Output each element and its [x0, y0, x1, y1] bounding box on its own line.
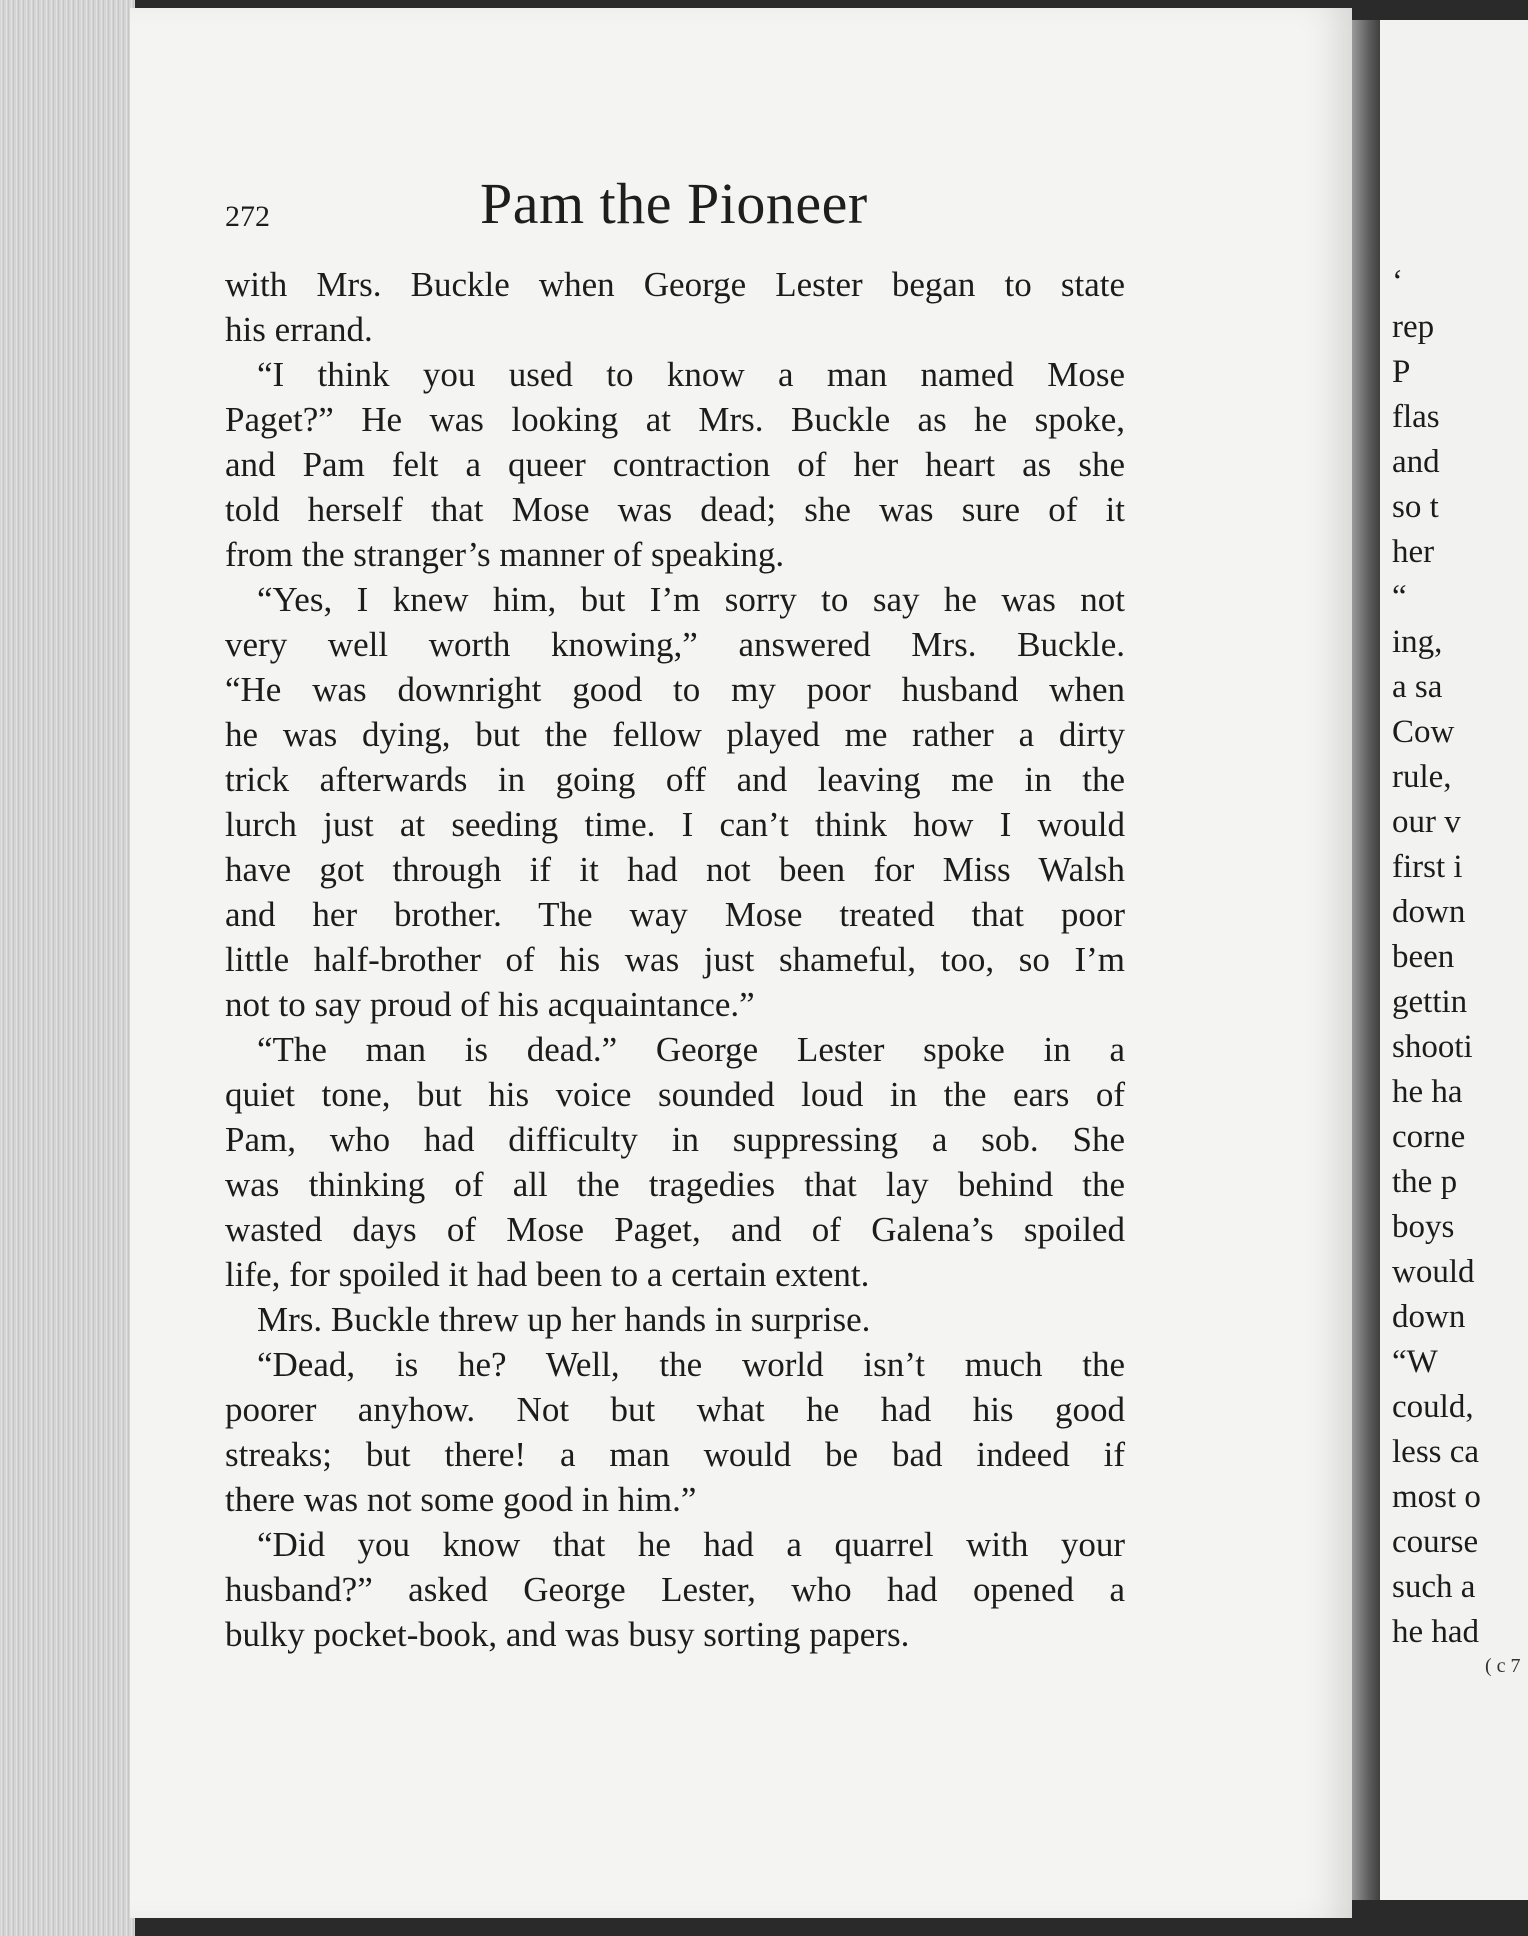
facing-text-line: our v [1392, 804, 1461, 840]
running-title: Pam the Pioneer [480, 171, 868, 236]
facing-text-line: first i [1392, 849, 1463, 885]
text-line: “Yes, I knew him, but I’m sorry to say he was not [257, 580, 1125, 619]
facing-text-line: most o [1392, 1479, 1481, 1515]
facing-text-line: P [1392, 354, 1411, 390]
facing-text-line: he ha [1392, 1074, 1463, 1110]
text-line: “Did you know that he had a quarrel with your [257, 1525, 1125, 1564]
facing-text-line: gettin [1392, 984, 1468, 1020]
facing-text-line: boys [1392, 1209, 1455, 1245]
text-line: very well worth knowing,” answered Mrs. Buckle. [225, 625, 1125, 664]
page-number: 272 [225, 200, 270, 233]
facing-text-line: “ [1392, 579, 1407, 615]
facing-page-text [1392, 260, 1528, 1655]
facing-text-line: Cow [1392, 714, 1455, 750]
facing-text-line: the p [1392, 1164, 1458, 1200]
text-line: life, for spoiled it had been to a certain extent. [225, 1255, 870, 1294]
facing-text-line: so t [1392, 489, 1439, 525]
facing-text-line: down [1392, 1299, 1466, 1335]
text-line: there was not some good in him.” [225, 1480, 697, 1519]
text-line: wasted days of Mose Paget, and of Galena’s spoiled [225, 1210, 1125, 1249]
facing-text-line: corne [1392, 1119, 1466, 1155]
text-line: with Mrs. Buckle when George Lester began to state [225, 265, 1125, 304]
paragraph [225, 352, 1125, 577]
paragraph [225, 1342, 1125, 1522]
facing-text-line: and [1392, 444, 1440, 480]
facing-text-line: ‘ [1392, 264, 1403, 300]
book-gutter [1352, 20, 1382, 1900]
text-line: lurch just at seeding time. I can’t think how I would [225, 805, 1125, 844]
facing-page [1380, 20, 1528, 1900]
page-header [225, 170, 1025, 240]
text-line: husband?” asked George Lester, who had opened a [225, 1570, 1125, 1609]
text-line: and Pam felt a queer contraction of her heart as she [225, 445, 1125, 484]
facing-text-line: course [1392, 1524, 1479, 1560]
facing-text-line: he had [1392, 1614, 1480, 1650]
text-line: little half-brother of his was just shameful, too, so I’m [225, 940, 1125, 979]
paragraph [225, 1297, 1125, 1342]
text-line: not to say proud of his acquaintance.” [225, 985, 755, 1024]
text-line: “I think you used to know a man named Mose [257, 355, 1125, 394]
facing-text-line: “W [1392, 1344, 1438, 1380]
text-line: have got through if it had not been for Miss Walsh [225, 850, 1125, 889]
paragraph [225, 262, 1125, 352]
text-line: he was dying, but the fellow played me rather a dirty [225, 715, 1125, 754]
text-line: his errand. [225, 310, 373, 349]
facing-text-line: shooti [1392, 1029, 1473, 1065]
text-line: “Dead, is he? Well, the world isn’t much the [257, 1345, 1125, 1384]
facing-text-line: ing, [1392, 624, 1443, 660]
text-line: “He was downright good to my poor husband when [225, 670, 1125, 709]
text-line: trick afterwards in going off and leaving me in the [225, 760, 1125, 799]
facing-page-signature: ( c 7 [1485, 1655, 1521, 1677]
text-line: bulky pocket-book, and was busy sorting papers. [225, 1615, 910, 1654]
facing-text-line: down [1392, 894, 1466, 930]
text-line: was thinking of all the tragedies that lay behind the [225, 1165, 1125, 1204]
text-line: and her brother. The way Mose treated that poor [225, 895, 1125, 934]
text-line: “The man is dead.” George Lester spoke in a [257, 1030, 1125, 1069]
text-line: Mrs. Buckle threw up her hands in surprise. [257, 1300, 871, 1339]
facing-text-line: rule, [1392, 759, 1452, 795]
facing-text-line: been [1392, 939, 1455, 975]
paragraph [225, 577, 1125, 1027]
text-line: quiet tone, but his voice sounded loud in the ears of [225, 1075, 1125, 1114]
facing-text-line: a sa [1392, 669, 1443, 705]
paragraph [225, 1522, 1125, 1657]
text-line: streaks; but there! a man would be bad indeed if [225, 1435, 1125, 1474]
body-text [225, 262, 1125, 1657]
facing-text-line: would [1392, 1254, 1475, 1290]
facing-text-line: rep [1392, 309, 1435, 345]
text-line: told herself that Mose was dead; she was sure of it [225, 490, 1125, 529]
text-line: Paget?” He was looking at Mrs. Buckle as he spoke, [225, 400, 1125, 439]
facing-text-line: flas [1392, 399, 1440, 435]
facing-text-line: such a [1392, 1569, 1476, 1605]
text-line: poorer anyhow. Not but what he had his good [225, 1390, 1125, 1429]
facing-text-line: less ca [1392, 1434, 1480, 1470]
facing-text-line: her [1392, 534, 1435, 570]
book-page-edges [0, 0, 135, 1936]
facing-text-line: could, [1392, 1389, 1474, 1425]
text-line: from the stranger’s manner of speaking. [225, 535, 785, 574]
text-line: Pam, who had difficulty in suppressing a sob. She [225, 1120, 1125, 1159]
paragraph [225, 1027, 1125, 1297]
